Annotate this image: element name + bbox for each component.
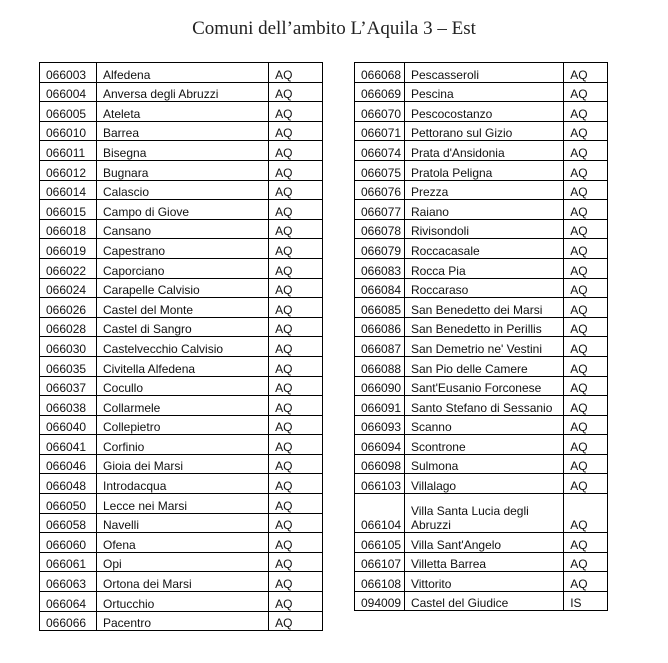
istat-code-cell: 066079 (355, 239, 405, 259)
istat-code-cell: 066066 (40, 611, 97, 631)
istat-code-cell: 066028 (40, 317, 97, 337)
province-cell: AQ (269, 611, 323, 631)
istat-code-cell: 066004 (40, 82, 97, 102)
table-row (355, 533, 608, 553)
table-row (40, 396, 323, 416)
table-row (355, 591, 608, 611)
istat-code-cell: 066015 (40, 200, 97, 220)
municipality-name-cell: Pescina (404, 82, 563, 102)
province-cell: AQ (564, 337, 608, 357)
province-cell: AQ (269, 376, 323, 396)
municipality-name-cell: Gioia dei Marsi (97, 454, 269, 474)
table-row (355, 141, 608, 161)
province-cell: AQ (269, 82, 323, 102)
province-cell: AQ (564, 200, 608, 220)
istat-code-cell: 066108 (355, 572, 405, 592)
province-cell: AQ (269, 63, 323, 83)
municipality-name-cell: Prezza (404, 180, 563, 200)
province-cell: AQ (269, 533, 323, 553)
municipality-name-cell: Sulmona (404, 454, 563, 474)
province-cell: AQ (269, 474, 323, 494)
municipality-name-cell: Santo Stefano di Sessanio (404, 396, 563, 416)
table-row (40, 219, 323, 239)
municipality-name-cell: Collepietro (97, 415, 269, 435)
istat-code-cell: 066068 (355, 63, 405, 83)
province-cell: AQ (269, 258, 323, 278)
istat-code-cell: 066041 (40, 435, 97, 455)
table-row (40, 415, 323, 435)
table-row (355, 298, 608, 318)
table-row (355, 180, 608, 200)
table-row (40, 474, 323, 494)
table-row (40, 298, 323, 318)
municipality-name-cell: Corfinio (97, 435, 269, 455)
municipality-name-cell: Lecce nei Marsi (97, 494, 269, 514)
table-row (40, 160, 323, 180)
municipality-name-cell: Navelli (97, 513, 269, 533)
province-cell: AQ (269, 592, 323, 612)
province-cell: AQ (564, 474, 608, 494)
table-row (40, 592, 323, 612)
table-row (355, 160, 608, 180)
istat-code-cell: 066088 (355, 356, 405, 376)
table-row (40, 121, 323, 141)
table-row (355, 239, 608, 259)
istat-code-cell: 066024 (40, 278, 97, 298)
municipality-name-cell: Prata d'Ansidonia (404, 141, 563, 161)
municipality-name-cell: Villalago (404, 474, 563, 494)
table-row (355, 415, 608, 435)
province-cell: IS (564, 591, 608, 611)
province-cell: AQ (564, 317, 608, 337)
table-row (40, 200, 323, 220)
province-cell: AQ (269, 141, 323, 161)
province-cell: AQ (269, 435, 323, 455)
istat-code-cell: 066071 (355, 121, 405, 141)
province-cell: AQ (564, 396, 608, 416)
municipality-name-cell: Pratola Peligna (404, 160, 563, 180)
province-cell: AQ (269, 121, 323, 141)
municipality-name-cell: Collarmele (97, 396, 269, 416)
istat-code-cell: 066038 (40, 396, 97, 416)
table-row (355, 494, 608, 533)
table-row (355, 82, 608, 102)
istat-code-cell: 066083 (355, 258, 405, 278)
table-row (40, 356, 323, 376)
municipality-name-cell: Ortona dei Marsi (97, 572, 269, 592)
table-row (355, 337, 608, 357)
municipality-name-cell: Civitella Alfedena (97, 356, 269, 376)
istat-code-cell: 066076 (355, 180, 405, 200)
municipality-name-cell: San Demetrio ne' Vestini (404, 337, 563, 357)
province-cell: AQ (564, 141, 608, 161)
istat-code-cell: 066094 (355, 435, 405, 455)
province-cell: AQ (269, 298, 323, 318)
municipality-name-cell: Villa Sant'Angelo (404, 533, 563, 553)
table-row (355, 121, 608, 141)
province-cell: AQ (269, 239, 323, 259)
istat-code-cell: 066058 (40, 513, 97, 533)
municipality-name-cell: Pacentro (97, 611, 269, 631)
table-row (40, 180, 323, 200)
istat-code-cell: 066003 (40, 63, 97, 83)
istat-code-cell: 066086 (355, 317, 405, 337)
municipality-name-cell: Raiano (404, 200, 563, 220)
istat-code-cell: 066014 (40, 180, 97, 200)
table-row (355, 435, 608, 455)
table-row (40, 141, 323, 161)
table-row (355, 376, 608, 396)
province-cell: AQ (564, 160, 608, 180)
municipality-name-cell: Pescasseroli (404, 63, 563, 83)
province-cell: AQ (269, 102, 323, 122)
table-row (355, 474, 608, 494)
table-row (40, 494, 323, 514)
istat-code-cell: 066061 (40, 552, 97, 572)
municipality-name-cell: Sant'Eusanio Forconese (404, 376, 563, 396)
municipality-name-cell: Anversa degli Abruzzi (97, 82, 269, 102)
province-cell: AQ (564, 435, 608, 455)
province-cell: AQ (269, 572, 323, 592)
municipality-name-cell: Pettorano sul Gizio (404, 121, 563, 141)
municipality-name-cell: San Pio delle Camere (404, 356, 563, 376)
istat-code-cell: 066060 (40, 533, 97, 553)
province-cell: AQ (564, 454, 608, 474)
province-cell: AQ (564, 180, 608, 200)
istat-code-cell: 066011 (40, 141, 97, 161)
istat-code-cell: 066074 (355, 141, 405, 161)
municipality-name-cell: Castelvecchio Calvisio (97, 337, 269, 357)
province-cell: AQ (269, 356, 323, 376)
province-cell: AQ (269, 396, 323, 416)
municipality-name-cell: Calascio (97, 180, 269, 200)
table-row (355, 572, 608, 592)
municipality-name-cell: Roccaraso (404, 278, 563, 298)
municipality-name-cell: San Benedetto dei Marsi (404, 298, 563, 318)
table-row (40, 513, 323, 533)
istat-code-cell: 066104 (355, 494, 405, 533)
province-cell: AQ (564, 415, 608, 435)
municipality-name-cell: Ofena (97, 533, 269, 553)
table-row (40, 435, 323, 455)
municipality-name-cell: Rivisondoli (404, 219, 563, 239)
table-row (355, 102, 608, 122)
istat-code-cell: 066090 (355, 376, 405, 396)
istat-code-cell: 066078 (355, 219, 405, 239)
province-cell: AQ (269, 513, 323, 533)
istat-code-cell: 094009 (355, 591, 405, 611)
istat-code-cell: 066037 (40, 376, 97, 396)
table-row (40, 239, 323, 259)
province-cell: AQ (564, 219, 608, 239)
table-row (355, 219, 608, 239)
province-cell: AQ (269, 454, 323, 474)
province-cell: AQ (269, 219, 323, 239)
istat-code-cell: 066012 (40, 160, 97, 180)
municipality-name-cell: Barrea (97, 121, 269, 141)
table-row (40, 63, 323, 83)
istat-code-cell: 066046 (40, 454, 97, 474)
table-row (40, 533, 323, 553)
municipality-name-cell: Bugnara (97, 160, 269, 180)
province-cell: AQ (564, 102, 608, 122)
istat-code-cell: 066035 (40, 356, 97, 376)
municipality-name-cell: Ortucchio (97, 592, 269, 612)
istat-code-cell: 066063 (40, 572, 97, 592)
municipality-name-cell: San Benedetto in Perillis (404, 317, 563, 337)
municipality-name-cell: Rocca Pia (404, 258, 563, 278)
province-cell: AQ (269, 415, 323, 435)
table-row (40, 572, 323, 592)
table-row (355, 356, 608, 376)
istat-code-cell: 066064 (40, 592, 97, 612)
municipality-name-cell: Caporciano (97, 258, 269, 278)
municipality-table-left (39, 62, 323, 631)
istat-code-cell: 066093 (355, 415, 405, 435)
table-row (355, 317, 608, 337)
table-row (40, 454, 323, 474)
table-row (355, 258, 608, 278)
municipality-name-cell: Castel del Giudice (404, 591, 563, 611)
istat-code-cell: 066103 (355, 474, 405, 494)
table-row (355, 278, 608, 298)
municipality-name-cell: Campo di Giove (97, 200, 269, 220)
municipality-name-cell: Pescocostanzo (404, 102, 563, 122)
municipality-name-cell: Villa Santa Lucia degli Abruzzi (404, 494, 563, 533)
page-title: Comuni dell’ambito L’Aquila 3 – Est (192, 18, 476, 39)
table-row (40, 317, 323, 337)
province-cell: AQ (269, 337, 323, 357)
municipality-name-cell: Cocullo (97, 376, 269, 396)
municipality-name-cell: Ateleta (97, 102, 269, 122)
istat-code-cell: 066098 (355, 454, 405, 474)
istat-code-cell: 066005 (40, 102, 97, 122)
municipality-name-cell: Opi (97, 552, 269, 572)
municipality-name-cell: Vittorito (404, 572, 563, 592)
istat-code-cell: 066077 (355, 200, 405, 220)
municipality-name-cell: Capestrano (97, 239, 269, 259)
province-cell: AQ (564, 298, 608, 318)
istat-code-cell: 066050 (40, 494, 97, 514)
municipality-name-cell: Villetta Barrea (404, 552, 563, 572)
municipality-name-cell: Carapelle Calvisio (97, 278, 269, 298)
province-cell: AQ (564, 82, 608, 102)
province-cell: AQ (564, 572, 608, 592)
istat-code-cell: 066018 (40, 219, 97, 239)
table-row (355, 454, 608, 474)
table-row (40, 376, 323, 396)
municipality-name-cell: Roccacasale (404, 239, 563, 259)
municipality-name-cell: Bisegna (97, 141, 269, 161)
istat-code-cell: 066010 (40, 121, 97, 141)
province-cell: AQ (269, 494, 323, 514)
province-cell: AQ (564, 258, 608, 278)
table-row (355, 63, 608, 83)
istat-code-cell: 066019 (40, 239, 97, 259)
province-cell: AQ (269, 552, 323, 572)
province-cell: AQ (564, 239, 608, 259)
istat-code-cell: 066075 (355, 160, 405, 180)
istat-code-cell: 066085 (355, 298, 405, 318)
istat-code-cell: 066091 (355, 396, 405, 416)
province-cell: AQ (269, 200, 323, 220)
municipality-name-cell: Scontrone (404, 435, 563, 455)
province-cell: AQ (269, 278, 323, 298)
istat-code-cell: 066048 (40, 474, 97, 494)
province-cell: AQ (564, 552, 608, 572)
table-row (40, 552, 323, 572)
istat-code-cell: 066040 (40, 415, 97, 435)
province-cell: AQ (269, 180, 323, 200)
istat-code-cell: 066030 (40, 337, 97, 357)
province-cell: AQ (269, 160, 323, 180)
table-row (40, 82, 323, 102)
province-cell: AQ (564, 356, 608, 376)
province-cell: AQ (564, 533, 608, 553)
istat-code-cell: 066070 (355, 102, 405, 122)
istat-code-cell: 066087 (355, 337, 405, 357)
province-cell: AQ (269, 317, 323, 337)
istat-code-cell: 066084 (355, 278, 405, 298)
municipality-name-cell: Alfedena (97, 63, 269, 83)
table-row (355, 200, 608, 220)
istat-code-cell: 066105 (355, 533, 405, 553)
istat-code-cell: 066022 (40, 258, 97, 278)
table-row (355, 552, 608, 572)
municipality-name-cell: Scanno (404, 415, 563, 435)
table-row (355, 396, 608, 416)
municipality-name-cell: Castel di Sangro (97, 317, 269, 337)
province-cell: AQ (564, 121, 608, 141)
province-cell: AQ (564, 63, 608, 83)
table-row (40, 337, 323, 357)
istat-code-cell: 066069 (355, 82, 405, 102)
municipality-name-cell: Castel del Monte (97, 298, 269, 318)
province-cell: AQ (564, 494, 608, 533)
municipality-name-cell: Cansano (97, 219, 269, 239)
table-row (40, 278, 323, 298)
table-row (40, 102, 323, 122)
province-cell: AQ (564, 376, 608, 396)
istat-code-cell: 066107 (355, 552, 405, 572)
municipality-name-cell: Introdacqua (97, 474, 269, 494)
table-row (40, 611, 323, 631)
table-row (40, 258, 323, 278)
municipality-table-right (354, 62, 608, 611)
province-cell: AQ (564, 278, 608, 298)
istat-code-cell: 066026 (40, 298, 97, 318)
